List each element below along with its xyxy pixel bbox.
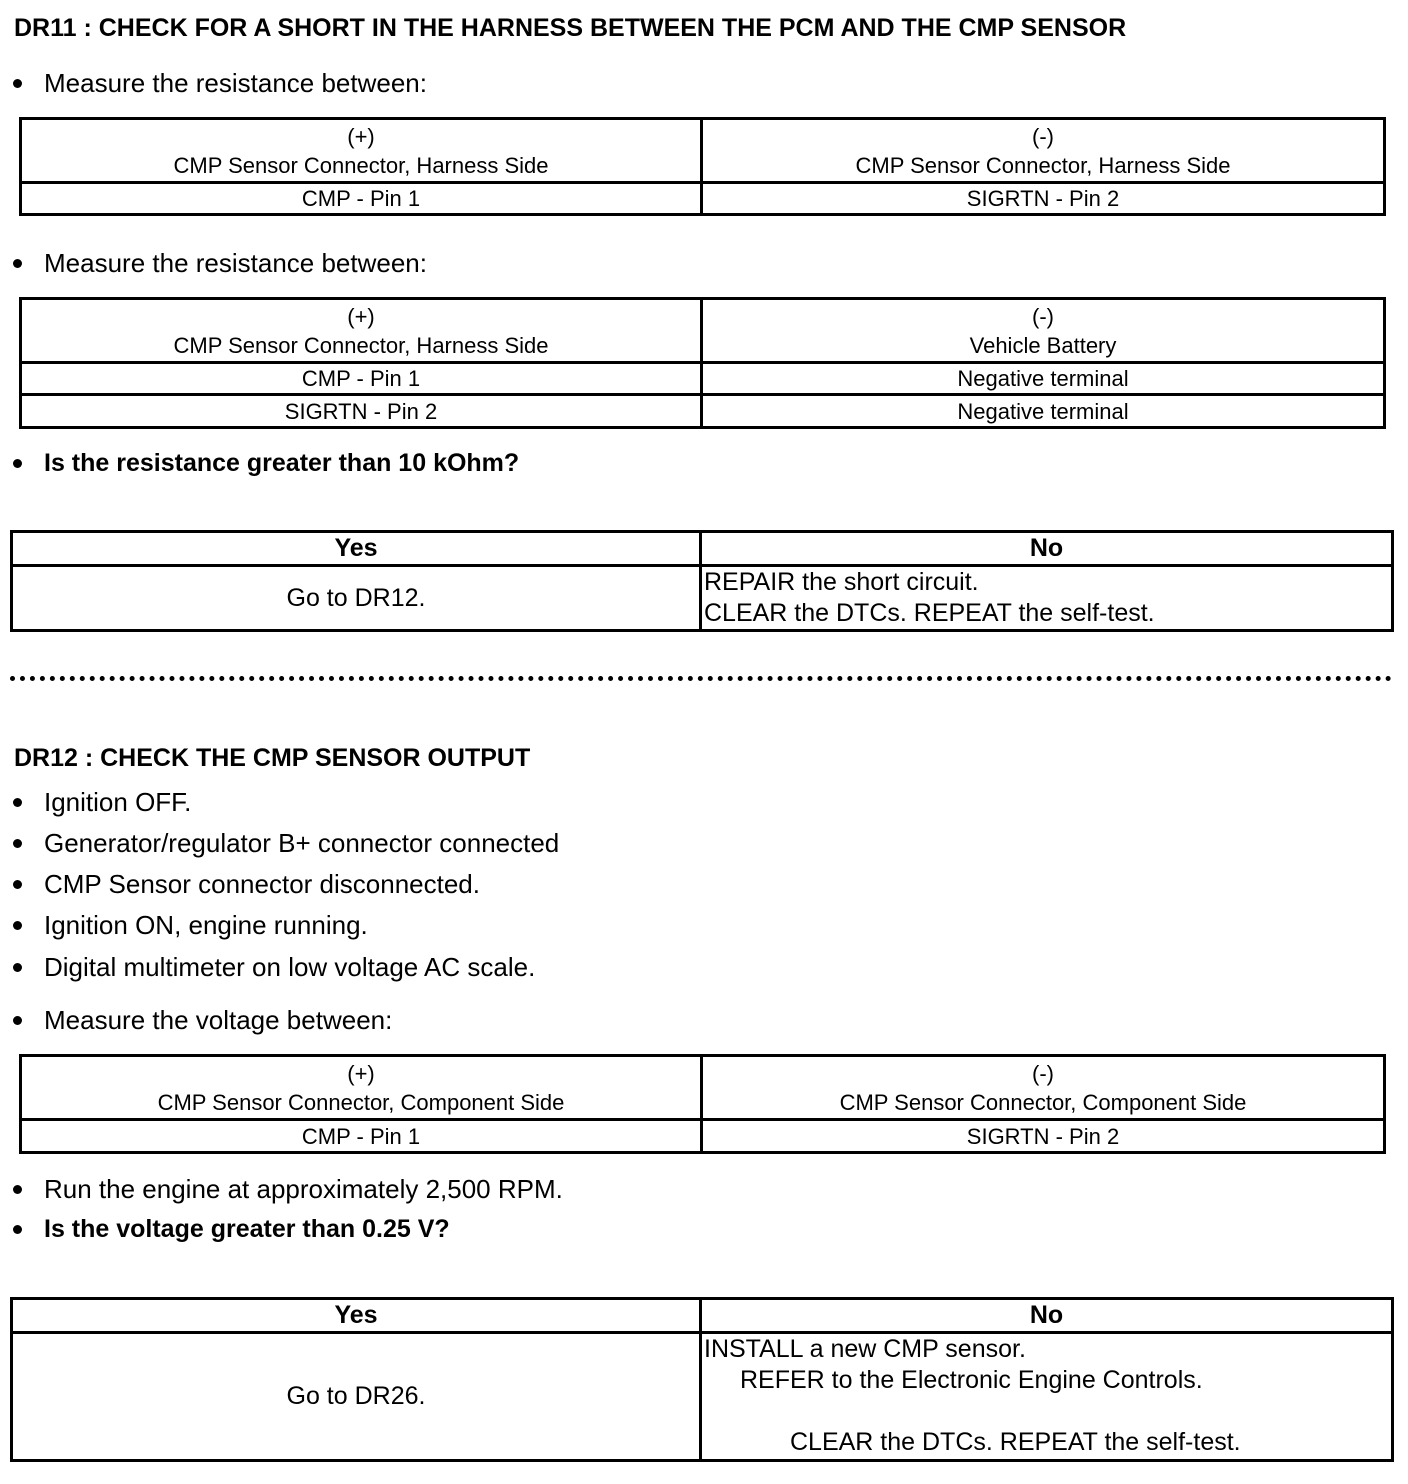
connector-label: CMP Sensor Connector, Component Side <box>839 1089 1247 1115</box>
table-header-minus <box>702 299 1385 363</box>
polarity-label: (-) <box>1032 303 1054 329</box>
no-header: No <box>701 1299 1393 1333</box>
dr12-title: DR12 : CHECK THE CMP SENSOR OUTPUT <box>14 744 531 772</box>
table-cell: Negative terminal <box>702 363 1385 395</box>
bullet-text: Measure the resistance between: <box>44 67 427 98</box>
bullet-text: Measure the resistance between: <box>44 247 427 278</box>
bullet-text: Run the engine at approximately 2,500 RPM. <box>44 1173 563 1204</box>
yes-header: Yes <box>12 532 701 566</box>
bullet-icon <box>13 880 22 889</box>
bullet-icon <box>13 1185 22 1194</box>
bullet-icon <box>13 963 22 972</box>
section-divider <box>10 676 1392 681</box>
yes-header: Yes <box>12 1299 701 1333</box>
question-text: Is the resistance greater than 10 kOhm? <box>44 448 520 477</box>
bullet-icon <box>13 459 22 468</box>
dr12-decision-table <box>10 1297 1394 1462</box>
table-row <box>21 183 1385 215</box>
table-cell: CMP - Pin 1 <box>21 183 702 215</box>
connector-label: CMP Sensor Connector, Harness Side <box>855 152 1231 178</box>
step-text: CMP Sensor connector disconnected. <box>44 868 480 899</box>
no-action-line: INSTALL a new CMP sensor. <box>704 1335 1026 1363</box>
question-text: Is the voltage greater than 0.25 V? <box>44 1214 450 1243</box>
bullet-icon <box>13 1016 22 1025</box>
dr11-question <box>0 446 519 480</box>
step-text: Digital multimeter on low voltage AC scale. <box>44 951 536 982</box>
connector-label: Vehicle Battery <box>969 332 1117 358</box>
no-header: No <box>701 532 1393 566</box>
no-action-line: CLEAR the DTCs. REPEAT the self-test. <box>790 1428 1241 1456</box>
step-text: Ignition ON, engine running. <box>44 909 368 940</box>
dr12-step <box>0 785 191 819</box>
dr11-resistance-table-2 <box>19 297 1386 429</box>
no-action-line: CLEAR the DTCs. REPEAT the self-test. <box>704 599 1155 627</box>
bullet-icon <box>13 79 22 88</box>
no-action <box>701 1333 1393 1461</box>
bullet-icon <box>13 839 22 848</box>
table-cell: SIGRTN - Pin 2 <box>702 183 1385 215</box>
bullet-text: Measure the voltage between: <box>44 1004 393 1035</box>
bullet-icon <box>13 921 22 930</box>
table-cell: CMP - Pin 1 <box>21 1120 702 1153</box>
polarity-label: (+) <box>347 303 375 329</box>
no-action-line: REFER to the Electronic Engine Controls. <box>740 1366 1203 1394</box>
table-header-minus <box>702 1056 1385 1120</box>
dr12-step <box>0 867 480 901</box>
yes-action: Go to DR12. <box>12 566 701 631</box>
table-cell: Negative terminal <box>702 395 1385 428</box>
dr11-bullet-measure-2 <box>0 246 427 280</box>
dr12-voltage-table <box>19 1054 1386 1154</box>
connector-label: CMP Sensor Connector, Component Side <box>157 1089 565 1115</box>
polarity-label: (+) <box>347 123 375 149</box>
dr12-step <box>0 826 559 860</box>
table-header-plus <box>21 1056 702 1120</box>
dr11-decision-table <box>10 530 1394 632</box>
dr12-bullet-run <box>0 1172 563 1206</box>
dr11-bullet-measure-1 <box>0 66 427 100</box>
connector-label: CMP Sensor Connector, Harness Side <box>173 152 549 178</box>
bullet-icon <box>13 1225 22 1234</box>
table-cell: SIGRTN - Pin 2 <box>702 1120 1385 1153</box>
bullet-icon <box>13 798 22 807</box>
table-row <box>21 395 1385 428</box>
dr12-bullet-measure <box>0 1003 392 1037</box>
polarity-label: (+) <box>347 1060 375 1086</box>
dr12-step <box>0 908 368 942</box>
table-row <box>21 1120 1385 1153</box>
table-row <box>21 363 1385 395</box>
no-action-line: REPAIR the short circuit. <box>704 568 979 596</box>
step-text: Generator/regulator B+ connector connected <box>44 827 560 858</box>
yes-action: Go to DR26. <box>12 1333 701 1461</box>
table-header-plus <box>21 119 702 183</box>
bullet-icon <box>13 259 22 268</box>
step-text: Ignition OFF. <box>44 786 192 817</box>
table-cell: CMP - Pin 1 <box>21 363 702 395</box>
table-header-minus <box>702 119 1385 183</box>
polarity-label: (-) <box>1032 1060 1054 1086</box>
no-action <box>701 566 1393 631</box>
table-cell: SIGRTN - Pin 2 <box>21 395 702 428</box>
dr12-question <box>0 1212 450 1246</box>
connector-label: CMP Sensor Connector, Harness Side <box>173 332 549 358</box>
table-header-plus <box>21 299 702 363</box>
dr12-step <box>0 950 535 984</box>
polarity-label: (-) <box>1032 123 1054 149</box>
dr11-resistance-table-1 <box>19 117 1386 216</box>
dr11-title: DR11 : CHECK FOR A SHORT IN THE HARNESS BETWEEN THE PCM AND THE CMP SENSOR <box>14 14 1127 42</box>
